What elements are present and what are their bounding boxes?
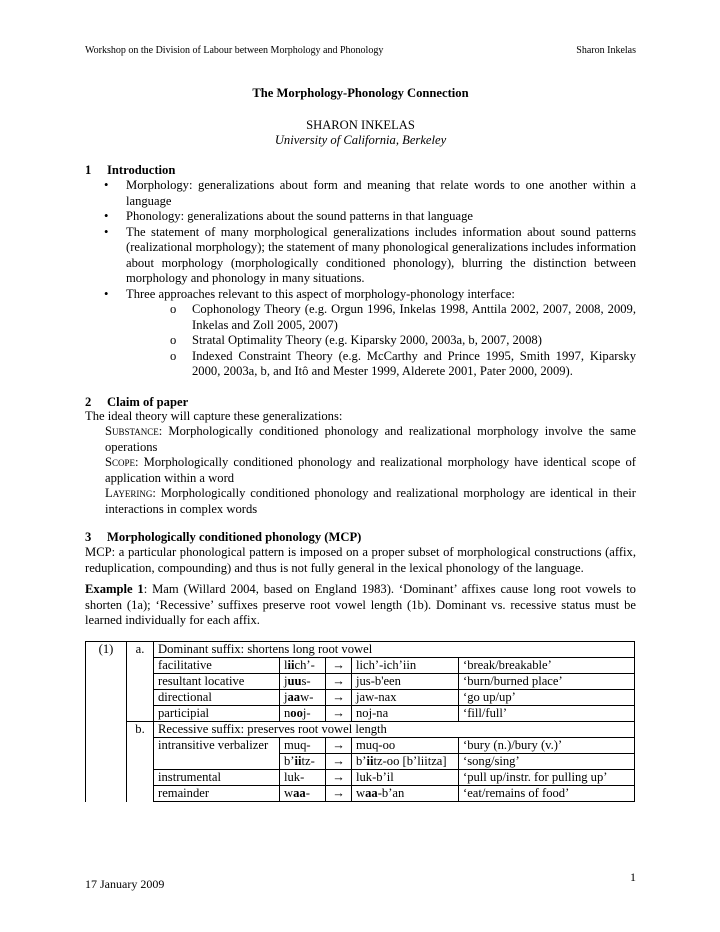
running-header-left: Workshop on the Division of Labour between Morphology and Phonology [85,45,384,56]
section-2-heading [85,395,188,410]
table-row: directional jaaw- → jaw-nax ‘go up/up’ [86,690,635,706]
section-title: Claim of paper [107,395,189,409]
section-title: Morphologically conditioned phonology (MCP) [107,530,362,544]
section-number: 1 [85,163,92,177]
table-row [86,642,635,658]
running-header-right: Sharon Inkelas [576,45,636,56]
section-1-heading [85,163,175,178]
list-item: • Phonology: generalizations about the sound patterns in that language [104,209,473,223]
intro-bullet-list [104,178,636,380]
table-row: b’iitz- → b’iitz-oo [b’liitza] ‘song/sing’ [86,754,635,770]
table-subheading: Recessive suffix: preserves root vowel length [154,722,635,738]
table-row: participial nooj- → noj-na ‘fill/full’ [86,706,635,722]
list-item: o Cophonology Theory (e.g. Orgun 1996, Inkelas 1998, Anttila 2002, 2007, 2008, 2009, Inkelas and Zoll 2005, 2007) [170,302,636,332]
example-number: (1) [86,642,127,658]
table-subheading: Dominant suffix: shortens long root vowel [154,642,635,658]
subexample-label: a. [127,642,154,658]
list-item: • Three approaches relevant to this aspect of morphology-phonology interface: o Cophonology Theory (e.g. Orgun 1996, Inkelas 1998, Anttila 2002, 2007, 2008, 2009, Inkelas and Zoll 2005, 2007) o Stratal Optimality Theory (e.g. Kiparsky 2000, 2003a, b, 2007, 2008) o Indexed Constraint Theory (e.g. McCarthy and Prince 1995, Smith 1997, Kiparsky 2000, 2003a, b, and Itô and Mester 1999, Alderete 2001, Pater 2000, 2009). [104,286,636,378]
table-row: intransitive verbalizer muq- → muq-oo ‘bury (n.)/bury (v.)’ [86,738,635,754]
table-row: remainder waa- → waa-b’an ‘eat/remains of food’ [86,786,635,802]
section-number: 2 [85,395,92,409]
table-row: instrumental luk- → luk-b’il ‘pull up/instr. for pulling up’ [86,770,635,786]
list-item: • Morphology: generalizations about form and meaning that relate words to one another within a language [104,178,636,208]
section-number: 3 [85,530,92,544]
page-number: 1 [630,870,636,884]
paper-title: The Morphology-Phonology Connection [252,86,469,100]
mcp-definition: MCP: a particular phonological pattern is imposed on a proper subset of morphological constructions (affix, reduplication, compounding) and thus is not fully general in the lexical phonology of the language. [85,545,636,575]
claim-scope: Scope: Morphologically conditioned phonology and realizational morphology have identical scope of application within a word [105,455,636,485]
table-row [86,722,635,738]
footer-date: 17 January 2009 [85,877,165,891]
claim-layering: Layering: Morphologically conditioned phonology and realizational morphology are identical in their interactions in complex words [105,486,636,516]
table-row: resultant locative juus- → jus-b'een ‘burn/burned place’ [86,674,635,690]
approach-sublist [126,302,636,380]
example-table [85,641,635,802]
list-item: • The statement of many morphological generalizations includes information about sound patterns (realizational morphology); the statement of many phonological generalizations includes information about morphology (morphologically conditioned phonology), blurring the distinction between morphology and phonology in many situations. [104,224,636,285]
claims-intro: The ideal theory will capture these generalizations: [85,409,343,423]
claim-substance: Substance: Morphologically conditioned phonology and realizational morphology involve the same operations [105,424,636,454]
list-item: o Stratal Optimality Theory (e.g. Kiparsky 2000, 2003a, b, 2007, 2008) [170,333,542,347]
list-item: o Indexed Constraint Theory (e.g. McCarthy and Prince 1995, Smith 1997, Kiparsky 2000, 2003a, b, and Itô and Mester 1999, Alderete 2001, Pater 2000, 2009). [170,348,636,378]
section-title: Introduction [107,163,176,177]
table-row: facilitative liich’- → lich’-ich’iin ‘break/breakable’ [86,658,635,674]
subexample-label: b. [127,722,154,738]
example-1-paragraph: Example 1: Mam (Willard 2004, based on England 1983). ‘Dominant’ affixes cause long root vowels to shorten (1a); ‘Recessive’ suffixes preserve root vowel length (1b). Dominant vs. recessive status must be learned individually for each affix. [85,582,636,627]
author-affiliation: University of California, Berkeley [274,133,447,147]
author-name: SHARON INKELAS [306,118,415,132]
section-3-heading [85,530,361,545]
